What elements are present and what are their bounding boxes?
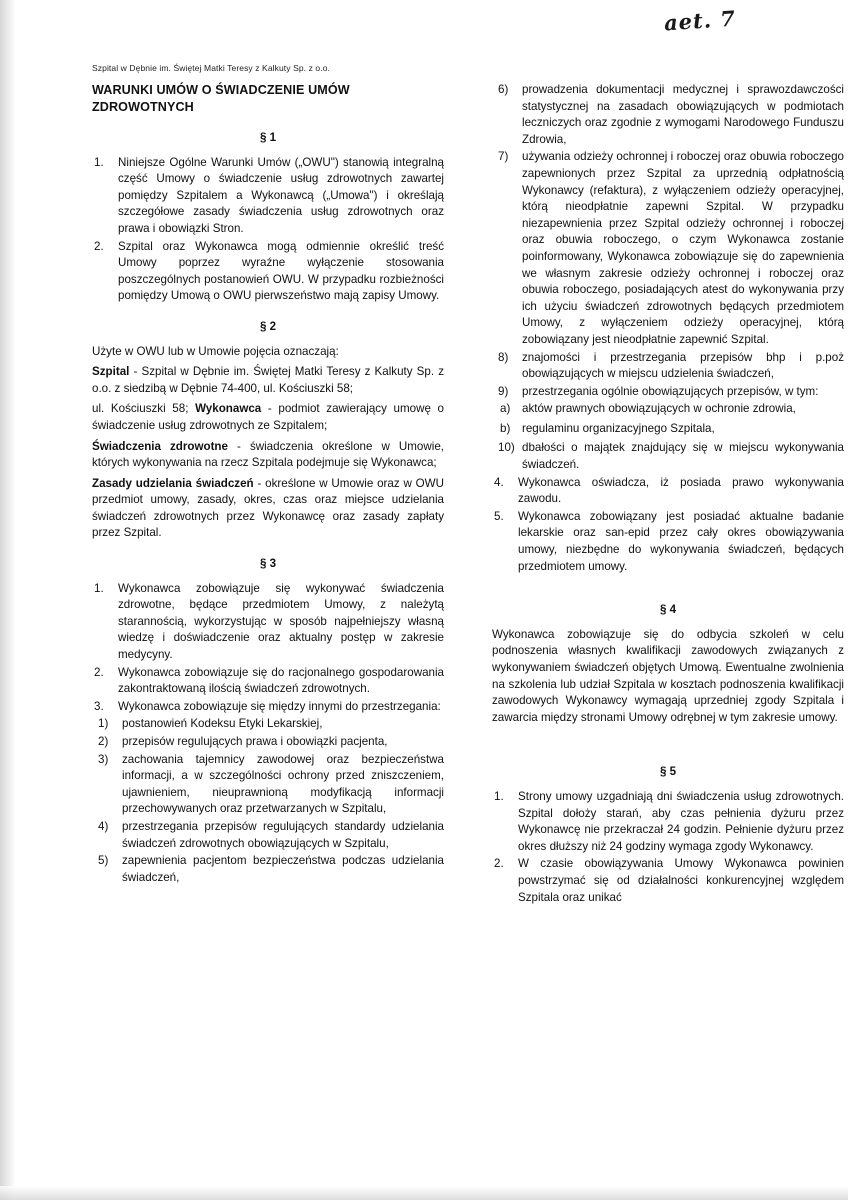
list-item-text: W czasie obowiązywania Umowy Wykonawca powinien powstrzymać się od działalności konkurencyjnej względem Szpitala oraz unikać (518, 857, 844, 904)
list-item-text: zapewnienia pacjentom bezpieczeństwa podczas udzielania świadczeń, (122, 854, 444, 884)
section-mark-5: § 5 (659, 765, 677, 779)
list-marker: 5) (98, 854, 109, 868)
scan-edge-bottom (0, 1186, 848, 1200)
section-mark-4: § 4 (659, 603, 677, 617)
list-item (492, 82, 844, 148)
list-marker: 1. (94, 581, 104, 595)
list-marker: b) (500, 421, 511, 435)
definition-dash: - (129, 365, 142, 379)
list-marker: 6) (498, 83, 509, 96)
list-marker: 1. (94, 155, 104, 169)
spacer (492, 576, 844, 588)
list-item (92, 734, 444, 751)
list-marker: 1) (98, 717, 109, 731)
page-header-organization: Szpital w Dębnie im. Świętej Matki Teresy z Kalkuty Sp. z o.o. (92, 63, 330, 73)
list-marker: 3) (98, 752, 109, 766)
definition-dash: - (253, 476, 266, 490)
list-item-text: Wykonawca zobowiązuje się do racjonalnego gospodarowania zakontraktowaną ilością świadczeń zdrowotnych. (118, 665, 444, 696)
list-marker: 9) (498, 384, 509, 398)
definition-term: Wykonawca (195, 402, 262, 416)
list-item-text: prowadzenia dokumentacji medycznej i sprawozdawczości statystycznej na zasadach obowiązujących w podmiotach leczniczych oraz zgodnie z wymogami Narodowego Funduszu Zdrowia, (522, 83, 844, 146)
list-item (92, 853, 444, 886)
list-item (492, 350, 844, 383)
list-section-3-sub-left (92, 716, 444, 886)
list-item (492, 421, 844, 438)
list-item-text: używania odzieży ochronnej i roboczej oraz obuwia roboczego zapewnionych przez Szpital za uprzednią odpłatnością Wykonawcy (refaktura), z wyłączeniem odzieży operacyjnej, którą nieodpłatnie zapewni Szpital. W przypadku niezapewnienia przez Szpital odzieży ochronnej i roboczej oraz obuwia roboczego, o czym Wykonawca zostanie poinformowany, Wykonawca zobowiązuje się do zapewnienia we własnym zakresie odzieży ochronnej i roboczej oraz obuwia roboczego, posiadających atest do wykonywania przy ich użyciu świadczeń zdrowotnych będących przedmiotem Umowy, z wyłączeniem odzieży operacyjnej, którą zobowiązany jest nieodpłatnie zapewnić Szpital. (522, 150, 844, 346)
list-marker: 4) (98, 819, 109, 833)
list-item (492, 401, 844, 418)
column-right (492, 82, 844, 907)
list-section-3-letters (492, 401, 844, 437)
definition-wykonawca (92, 401, 444, 434)
page-title: WARUNKI UMÓW O ŚWIADCZENIE UMÓW ZDROWOTNYCH (92, 83, 350, 114)
list-item-text: zachowania tajemnicy zawodowej oraz bezpieczeństwa informacji, a w szczególności ochrony przed zniszczeniem, ujawnieniem, nieuprawnioną modyfikacją informacji przechowywanych oraz przetwarzanych w Szpitalu, (122, 752, 444, 816)
definition-swiadczenia-zdrowotne (92, 439, 444, 472)
definition-term: Świadczenia zdrowotne (92, 439, 228, 453)
section-mark-3: § 3 (259, 557, 277, 571)
list-marker: 2. (494, 857, 504, 871)
list-marker: 2. (94, 239, 104, 253)
list-item-text: Wykonawca oświadcza, iż posiada prawo wykonywania zawodu. (518, 475, 844, 506)
list-section-3 (92, 581, 444, 716)
list-item (492, 789, 844, 855)
list-item (492, 509, 844, 575)
list-marker: 3. (94, 699, 104, 713)
definition-text: świadczenia określone w Umowie, których wykonywania na rzecz Szpitala podejmuje się Wykonawca; (92, 439, 444, 470)
definition-lead: ul. Kościuszki 58; (92, 402, 196, 416)
list-item (492, 384, 844, 401)
list-item (92, 581, 444, 664)
list-marker: 1. (494, 789, 504, 803)
list-item (92, 239, 444, 305)
definition-text: podmiot zawierający umowę o świadczenie usług zdrowotnych ze Szpitalem; (92, 402, 444, 432)
list-marker: 5. (494, 509, 504, 523)
column-left (92, 82, 444, 887)
definition-text: określone w Umowie oraz w OWU przedmiot umowy, zasady, okres, czas oraz miejsce udzielania świadczeń zdrowotnych przez Wykonawcę oraz zasady zapłaty przez Szpital. (92, 476, 444, 540)
definition-text: Szpital w Dębnie im. Świętej Matki Teresy z Kalkuty Sp. z o.o. z siedzibą w Dębnie 74-400, ul. Kościuszki 58; (92, 365, 444, 395)
list-item-text: przestrzegania ogólnie obowiązujących przepisów, w tym: (522, 384, 819, 398)
definition-term: Zasady udzielania świadczeń (92, 476, 254, 490)
list-marker: 2) (98, 735, 109, 748)
list-marker: 8) (498, 350, 509, 364)
list-item (92, 665, 444, 698)
list-marker: a) (500, 402, 511, 416)
section-mark-1: § 1 (259, 131, 277, 144)
list-item-text: dbałości o majątek znajdujący się w miejscu wykonywania świadczeń. (522, 441, 844, 472)
list-marker: 4. (494, 475, 504, 489)
definition-term: Szpital (92, 365, 130, 379)
list-item-text: Wykonawca zobowiązuje się wykonywać świadczenia zdrowotne, będące przedmiotem Umowy, z należytą starannością, wykorzystując w sposób najpełniejszy własną wiedzę i doświadczenie oraz aktualny postęp w zakresie medycyny. (118, 581, 444, 662)
definition-zasady-udzielania-swiadczen (92, 476, 444, 542)
list-item-text: przestrzegania przepisów regulujących standardy udzielania świadczeń zdrowotnych obowiązujących w Szpitalu, (122, 819, 444, 850)
definition-dash: - (227, 439, 250, 453)
list-item-text: znajomości i przestrzegania przepisów bhp i p.poż obowiązujących w miejscu udzielenia świadczeń, (522, 350, 844, 381)
list-item-text: postanowień Kodeksu Etyki Lekarskiej, (122, 717, 323, 731)
list-item (492, 856, 844, 906)
section-mark-2: § 2 (259, 319, 277, 333)
list-item (492, 475, 844, 508)
list-item-text: Wykonawca zobowiązany jest posiadać aktualne badanie lekarskie oraz san-epid przez cały okres obowiązywania umowy, niezbędne do wykonywania świadczeń, będących przedmiotem umowy. (518, 509, 844, 573)
list-marker: 2. (94, 665, 104, 679)
list-item (92, 716, 444, 733)
list-item (92, 819, 444, 852)
list-item-text: Niniejsze Ogólne Warunki Umów („OWU") stanowią integralną część Umowy o świadczenie usług zdrowotnych zawartej pomiędzy Szpitalem a Wykonawcą („Umowa") i określają szczegółowe zasady świadczenia usług zdrowotnych oraz prawa i obowiązki Stron. (118, 155, 444, 235)
list-item-text: aktów prawnych obowiązujących w ochronie zdrowia, (522, 402, 796, 416)
section-2-intro: Użyte w OWU lub w Umowie pojęcia oznaczają: (92, 344, 339, 358)
list-marker: 10) (498, 441, 515, 455)
list-item-text: Strony umowy uzgadniają dni świadczenia usług zdrowotnych. Szpital dołoży starań, aby czas pełnienia dyżuru przez Wykonawcę nie przekraczał 24 godzin. Pełnienie dyżuru przez okres dłuższy niż 24 godziny wymaga zgody Wykonawcy. (518, 789, 844, 853)
definition-dash: - (261, 402, 279, 416)
list-section-5 (492, 789, 844, 906)
spacer (492, 730, 844, 750)
list-item-text: regulaminu organizacyjnego Szpitala, (522, 421, 715, 435)
list-item (492, 149, 844, 348)
list-marker: 7) (498, 150, 509, 164)
list-item (492, 440, 844, 473)
two-column-body (0, 82, 848, 1162)
list-item-text: Szpital oraz Wykonawca mogą odmiennie określić treść Umowy poprzez wyraźne wyłączenie stosowania poszczególnych postanowień OWU. W przypadku rozbieżności pomiędzy Umową o OWU pierwszeństwo mają zapisy Umowy. (118, 239, 444, 303)
list-section-3-item-10 (492, 440, 844, 473)
list-item (92, 155, 444, 238)
list-section-1 (92, 155, 444, 305)
definition-szpital (92, 364, 444, 397)
list-section-3-continued (492, 475, 844, 576)
list-item-text: Wykonawca zobowiązuje się między innymi do przestrzegania: (118, 699, 441, 713)
list-item (92, 752, 444, 818)
list-item (92, 699, 444, 716)
list-section-3-sub-right (492, 82, 844, 400)
section-4-text: Wykonawca zobowiązuje się do odbycia szkoleń w celu podnoszenia własnych kwalifikacji zawodowych związanych z wykonywaniem świadczeń objętych Umową. Ewentualne zwolnienia na szkolenia lub udział Szpitala w kosztach podnoszenia kwalifikacji zawodowych Wykonawcy wymagają uprzedniej zgody Szpitala i zawarcia między stronami Umowy odrębnej w tym zakresie umowy. (492, 627, 844, 724)
handwritten-annotation: aet. 7 (663, 5, 737, 36)
list-item-text: przepisów regulujących prawa i obowiązki pacjenta, (122, 735, 388, 748)
